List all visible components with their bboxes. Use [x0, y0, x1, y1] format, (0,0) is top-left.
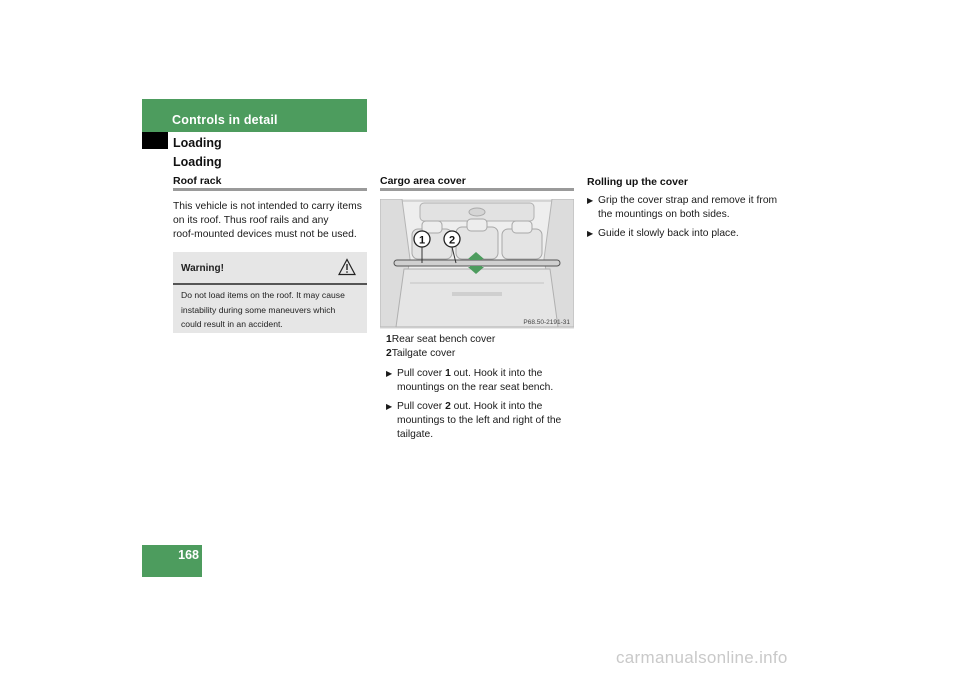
- legend-num-1: 1: [386, 334, 392, 345]
- roof-rack-text: [173, 200, 362, 242]
- legend-label-2: Tailgate cover: [391, 348, 456, 359]
- rolling-step-1-line-1: Grip the cover strap and remove it from: [598, 195, 778, 206]
- cargo-step-1-ref: 1: [445, 368, 451, 379]
- breadcrumb-primary: Loading: [173, 136, 222, 150]
- cargo-cover-illustration: [380, 199, 574, 329]
- cargo-step-2: [386, 400, 576, 442]
- warning-text: [181, 288, 365, 332]
- page-number: 168: [178, 548, 199, 562]
- cargo-step-2-text-b: out. Hook it into the: [450, 401, 543, 412]
- roof-rack-line-3: roof-mounted devices must not be used.: [173, 229, 357, 240]
- cargo-cover-heading: Cargo area cover: [380, 175, 466, 187]
- step-arrow-icon: ▶: [587, 229, 594, 238]
- figure-code: P68.50-2191-31: [523, 319, 570, 326]
- rolling-step-1-line-2: the mountings on both sides.: [598, 209, 730, 220]
- cargo-step-2-text-a: Pull cover: [397, 401, 446, 412]
- watermark-text: carmanualsonline.info: [616, 648, 788, 667]
- warning-box: [173, 252, 367, 333]
- legend-item-1: [386, 334, 495, 345]
- legend-item-2: [386, 348, 455, 359]
- legend-label-1: Rear seat bench cover: [391, 334, 496, 345]
- warning-title: Warning!: [181, 263, 224, 274]
- rolling-up-heading: Rolling up the cover: [587, 176, 688, 188]
- roof-rack-heading: Roof rack: [173, 175, 222, 187]
- warning-triangle-icon: [338, 258, 356, 276]
- breadcrumb-secondary: Loading: [173, 155, 222, 169]
- step-arrow-icon: ▶: [386, 369, 393, 378]
- warning-line-3: could result in an accident.: [181, 319, 283, 329]
- header-marker: [142, 132, 168, 149]
- cargo-step-2-line-2: mountings to the left and right of the: [397, 415, 562, 426]
- roof-rack-line-1: This vehicle is not intended to carry items: [173, 201, 362, 212]
- callout-1-label: 1: [418, 234, 426, 247]
- step-arrow-icon: ▶: [386, 402, 393, 411]
- rolling-step-2: [587, 227, 787, 241]
- rolling-step-2-line-1: Guide it slowly back into place.: [598, 228, 739, 239]
- warning-line-1: Do not load items on the roof. It may cause: [181, 290, 345, 300]
- cargo-step-2-ref: 2: [445, 401, 451, 412]
- cargo-step-1: [386, 367, 576, 395]
- cargo-step-1-text-b: out. Hook it into the: [450, 368, 543, 379]
- legend-num-2: 2: [386, 348, 392, 359]
- cargo-step-1-line-2: mountings on the rear seat bench.: [397, 382, 554, 393]
- warning-rule: [173, 283, 367, 285]
- rolling-step-1: [587, 194, 787, 222]
- cargo-cover-rule: [380, 188, 574, 191]
- roof-rack-line-2: on its roof. Thus roof rails and any: [173, 215, 329, 226]
- section-title: Controls in detail: [172, 113, 278, 127]
- step-arrow-icon: ▶: [587, 196, 594, 205]
- cargo-step-2-line-3: tailgate.: [397, 429, 434, 440]
- callout-2-label: 2: [448, 234, 456, 247]
- warning-line-2: instability during some maneuvers which: [181, 304, 336, 315]
- roof-rack-rule: [173, 188, 367, 191]
- cargo-step-1-text-a: Pull cover: [397, 368, 446, 379]
- page-number-box: [142, 545, 202, 577]
